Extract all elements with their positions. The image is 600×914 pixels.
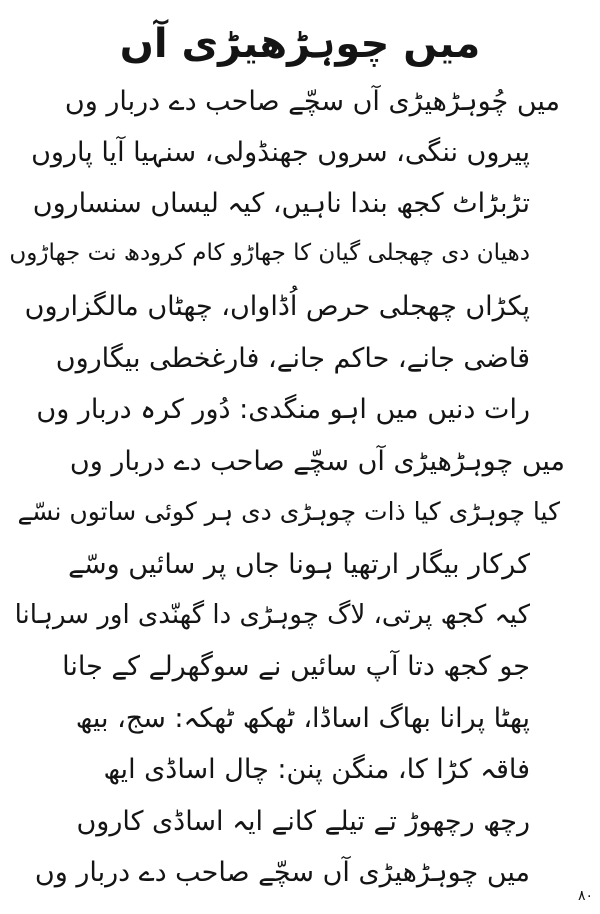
verse-line-15: رچھ رچھوڑ تے تیلے کانے ایہ اساڈی کاروں <box>76 806 530 837</box>
verse-line-2: پیروں ننگی، سروں جھنڈولی، سنہیا آیا پاروں <box>31 137 530 168</box>
verse-line-4: دھیان دی چھجلی گیان کا جھاڑو کام کرودھ نت جھاڑوں <box>9 240 530 266</box>
page-number: ۸۰ <box>578 888 594 904</box>
verse-line-5: پکڑاں چھجلی حرص اُڈاواں، چھٹاں مالگزاروں <box>24 291 530 322</box>
verse-line-7: رات دنیں میں اہو منگدی: دُور کرہ دربار وں <box>36 394 530 425</box>
verse-line-3: تڑبڑاٹ کجھ بندا ناہیں، کیہ لیساں سنساروں <box>32 188 530 219</box>
verse-line-16: میں چوہڑھیڑی آں سچّے صاحب دے دربار وں <box>34 857 530 888</box>
verse-line-14: فاقہ کڑا کا، منگن پنن: چال اساڈی ایھ <box>103 754 530 785</box>
verse-line-1: میں چُوہڑھیڑی آں سچّے صاحب دے دربار وں <box>64 86 560 117</box>
verse-line-10: کرکار بیگار ارتھیا ہونا جاں پر سائیں وسّے <box>68 549 530 580</box>
verse-line-9: کیا چوہڑی کیا ذات چوہڑی دی ہر کوئی ساتوں نسّے <box>17 497 560 526</box>
verse-line-8: میں چوہڑھیڑی آں سچّے صاحب دے دربار وں <box>69 446 565 477</box>
verse-line-11: کیہ کجھ پرتی، لاگ چوہڑی دا گھنّدی اور سرہانا <box>14 600 530 630</box>
verse-line-6: قاضی جانے، حاکم جانے، فارغخطی بیگاروں <box>55 343 530 374</box>
verse-line-12: جو کجھ دتا آپ سائیں نے سوگھرلے کے جانا <box>62 651 530 682</box>
verse-line-13: پھٹا پرانا بھاگ اساڈا، ٹھکھ ٹھکہ: سج، بیھ <box>75 703 530 734</box>
poem-title: میں چوہڑھیڑی آں <box>119 21 481 67</box>
